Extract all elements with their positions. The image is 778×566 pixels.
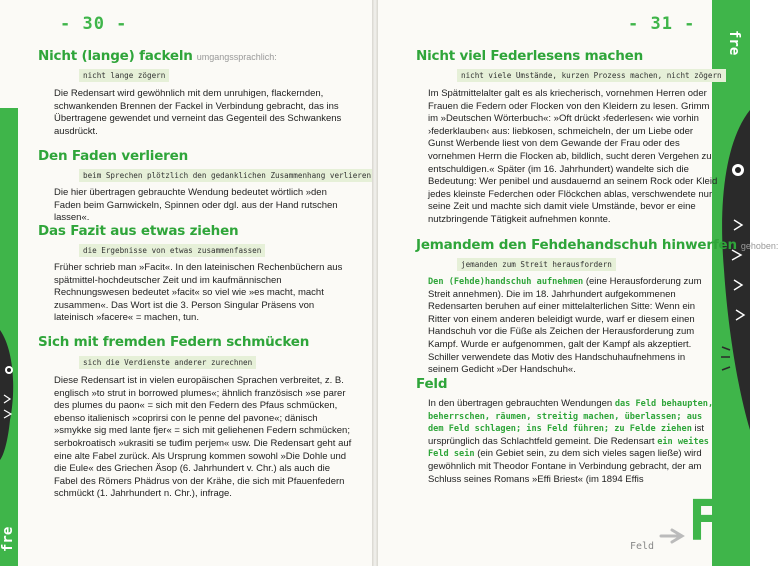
entry-heading-text: Jemandem den Fehdehandschuh hinwerfen [416, 237, 737, 253]
right-page [378, 0, 778, 566]
entry-body: Die hier übertragen gebrauchte Wendung bedeutet wörtlich »den Faden beim Garnwickeln, Spinnen oder dgl. aus der Hand rutschen lassen«. [54, 187, 338, 224]
entry-body: Diese Redensart ist in vielen europäischen Sprachen verbreitet, z. B. englisch »to strut in borrowed plumes«; ähnlich französisch »se parer des plumes du paon« = sich mit den Federn des Pfaus schmücken, ebenso italienisch »coprirsi con le penne del pavone«; dänisch »smykke sig med lante fjer« = sich mit geliehenen Federn schmücken; serbokroatisch »ukrasiti se tuđim perjem« usw. Die Redensart geht auf eine alte Fabel zurück. Als Ursprung kommen sowohl »Die Dohle und die Eule« des Griechen Äsop (6. Jahrhundert v. Chr.) als auch die Fabel des Römers Phädrus von der Krähe, die sich mit Pfauenfedern schmückt (1. Jahrhundert n. Chr.), infrage. [54, 375, 352, 500]
entry-heading: Das Fazit aus etwas ziehen [38, 223, 239, 239]
register-tag: umgangssprachlich: [196, 52, 277, 62]
entry-heading [38, 48, 277, 64]
entry-meaning: nicht lange zögern [79, 69, 169, 82]
entry-body: Im Spätmittelalter galt es als kriecherisch, vornehmen Herren oder Frauen die Federn oder Flocken von den Kleidern zu lesen. Grimm im »Deutschen Wörterbuch«: »Oft drückt ›federlesen‹ wie vorhin ›federklauben‹ aus: liebkosen, schmeicheln, der um Liebe oder Gunst Werbende liest von dem Gewande der Frau oder des vornehmen Herrn die Flocken ab, bildlich, sucht deren Vergehen zu entschuldigen.« Später (im 16. Jahrhundert) wandelte sich die Bedeutung: Wer penibel und ausdauernd an seinem Rock oder Kleid jedes kleinste Federchen oder Flöckchen ablas, verschwendete nur seine Zeit und machte sich damit viele Umstände, bevor er eine nutzbringende Tätigkeit aufnehmen konnte. [428, 88, 718, 225]
bird-illustration-left [0, 330, 18, 460]
entry-meaning: jemanden zum Streit herausfordern [457, 258, 616, 271]
entry-body-text: In den übertragen gebrauchten Wendungen [428, 398, 615, 409]
side-label-right: fre [726, 30, 742, 56]
footer-letter: F [688, 489, 722, 554]
entry-meaning: beim Sprechen plötzlich den gedanklichen Zusammenhang verlieren [79, 169, 375, 182]
entry-body: Die Redensart wird gewöhnlich mit dem unruhigen, flackernden, schwankenden Brennen der Fackel in Verbindung gebracht, das ins Übertragene gewendet und verneint das Gegenteil des Schwankens ausdrückt. [54, 88, 342, 137]
entry-heading: Feld [416, 376, 448, 392]
entry-meaning: nicht viele Umstände, kurzen Prozess machen, nicht zögern [457, 69, 726, 82]
highlighted-phrase: ein weites Feld sein [428, 436, 709, 460]
side-label-left: fre [0, 526, 16, 552]
entry-heading: Den Faden verlieren [38, 148, 188, 164]
entry-body-text: (eine Herausforderung zum Streit annehmen). Die im 18. Jahrhundert aufgekommenen Redensarten beruhen auf einer mittelalterlichen Sitte: Wenn ein Ritter von einem anderen beleidigt wurde, warf er diesem einen Handschuh vor die Füße als Zeichen der Herausforderung zum Kampf. Wurde er aufgenommen, galt der Kampf als akzeptiert. Schiller verwendete das Motiv des Handschuhaufnehmens in seinem Gedicht »Der Handschuh«. [428, 276, 702, 376]
entry-heading: Nicht viel Federlesens machen [416, 48, 643, 64]
highlighted-phrase: Den (Fehde)handschuh aufnehmen [428, 277, 584, 287]
page-number-left: - 30 - [60, 14, 128, 34]
footer-label: Feld [630, 541, 655, 552]
register-tag: gehoben: [740, 241, 778, 251]
highlighted-phrase: das Feld behaupten, beherrschen, räumen, streitig machen, überlassen; aus dem Feld schlagen; ins Feld führen; zu Felde ziehen [428, 399, 714, 435]
left-page [0, 0, 372, 566]
entry-body [428, 398, 718, 486]
entry-heading [416, 237, 778, 253]
arrow-right-icon [660, 528, 686, 544]
entry-heading-text: Nicht (lange) fackeln [38, 48, 193, 64]
entry-body: Früher schrieb man »Facit«. In den lateinischen Rechenbüchern aus spätmittel-hochdeutscher Zeit und im kaufmännischen Rechnungswesen bedeutet »facit« so viel wie »es macht, macht zusammen«. Das Wort ist die 3. Person Singular Präsens von lateinisch »facere« = machen, tun. [54, 262, 343, 324]
entry-meaning: die Ergebnisse von etwas zusammenfassen [79, 244, 265, 257]
entry-body-text: (ein Gebiet sein, zu dem sich vieles sagen ließe) wird gewöhnlich mit Theodor Fontane in Verbindung gebracht, der am Schluss seines Romans »Effi Briest« (im 1894 Effis [428, 448, 702, 485]
entry-meaning: sich die Verdienste anderer zurechnen [79, 356, 256, 369]
entry-heading: Sich mit fremden Federn schmücken [38, 334, 310, 350]
page-number-right: - 31 - [628, 14, 696, 34]
entry-body-text: ist ursprünglich das Schlachtfeld gemeint. Die Redensart [428, 423, 705, 447]
entry-body [428, 276, 718, 377]
